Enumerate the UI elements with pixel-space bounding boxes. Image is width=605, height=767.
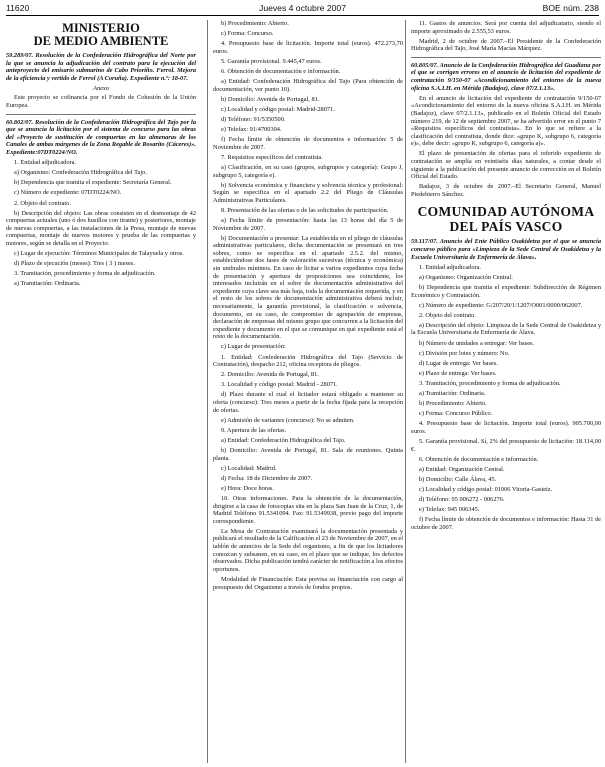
notice-body <box>411 20 601 53</box>
notice-body <box>213 20 403 591</box>
paragraph: a) Entidad: Confederación Hidrográfica del Tajo. <box>221 436 346 444</box>
paragraph: a) Clasificación, en su caso (grupos, subgrupos y categoría): Grupo J, subgrupo 5, categoría e). <box>213 163 403 179</box>
paragraph: 3. Tramitación, procedimiento y forma de adjudicación. <box>14 270 156 278</box>
paragraph: c) Forma: Concurso Público. <box>419 410 493 418</box>
paragraph: b) Dependencia que tramita el expediente: Subdirección de Régimen Económico y Contratación. <box>411 283 601 299</box>
paragraph: 7. Requisitos específicos del contratista. <box>221 153 323 161</box>
paragraph: b) Descripción del objeto: Las obras consisten en el desmontaje de 42 compuertas actuales (uno ó dos husillos con tirante) y posteriores, montaje de nuevas compuertas, a las instalaciones de la Presa, montaje de nuevas compuertas, montaje de nuevos motores y prueba de las compuertas y motores, según se detalla en el Proyecto. <box>6 209 196 247</box>
column-divider <box>207 20 208 763</box>
paragraph: 1. Entidad adjudicadora. <box>14 159 77 167</box>
section-title-ministerio: MINISTERIO DE MEDIO AMBIENTE <box>33 21 169 48</box>
paragraph: b) Procedimiento: Abierto. <box>221 20 289 27</box>
paragraph: e) Hora: Doce horas. <box>221 484 274 492</box>
paragraph: a) Organismo: Organización Central. <box>419 273 513 281</box>
notice-body <box>6 159 196 288</box>
paragraph: f) Fecha límite de obtención de documentos e información: 5 de Noviembre de 2007. <box>213 136 403 151</box>
paragraph: b) Domicilio: Avenida de Portugal, 81. Sala de reuniones. Quinta planta. <box>213 447 403 462</box>
paragraph: 4. Presupuesto base de licitación. Importe total (euros). 472.273,70 euros. <box>213 40 403 55</box>
paragraph: 1. Entidad: Confederación Hidrográfica del Tajo (Servicio de Contratación), despacho 212, oficina receptora de pliegos. <box>213 353 403 369</box>
paragraph: e) Telefax: 945 006345. <box>419 506 480 514</box>
paragraph: c) Número de expediente: G/207/20/1/1207/O001/0000/062007. <box>419 301 583 309</box>
paragraph: a) Tramitación: Ordinaria. <box>14 280 81 288</box>
paragraph: a) Entidad: Organización Central. <box>419 465 505 473</box>
divider <box>6 114 196 115</box>
paragraph: c) Número de expediente: 07DT0224/NO. <box>14 189 122 197</box>
paragraph: a) Entidad: Confederación Hidrográfica del Tajo (Para obtención de documentación, ver punto 10). <box>213 78 403 93</box>
paragraph: e) Plazo de entrega: Ver bases. <box>419 369 497 377</box>
paragraph: d) Fecha: 18 de Diciembre de 2007. <box>221 474 313 482</box>
bulletin-number: BOE núm. 238 <box>542 3 599 13</box>
page-header <box>6 3 599 16</box>
paragraph: 5. Garantía provisional. 9.445,47 euros. <box>221 57 322 65</box>
paragraph: 3. Localidad y código postal: Madrid - 28071. <box>221 381 338 389</box>
paragraph: 10. Otras informaciones. Para la obtención de la documentación, dirigirse a la casa de fotocopias sita en la plaza San Juan de la Cruz, 1, de Madrid Teléfono 91.5341094. Fax: 91.5349938, previo pago del importe correspondiente. <box>213 494 403 525</box>
paragraph: c) Localidad y código postal: 01006 Vitoria-Gasteiz. <box>419 485 553 493</box>
paragraph: d) Plazo de ejecución (meses): Tres ( 3 ) meses. <box>14 260 135 268</box>
paragraph: 8. Presentación de las ofertas o de las solicitudes de participación. <box>221 206 389 214</box>
paragraph: a) Fecha límite de presentación: hasta las 13 horas del día 5 de Noviembre de 2007. <box>213 216 403 232</box>
notice-title: 59.117/07. Anuncio del Ente Público Osakidetza por el que se anuncia concurso público para «Limpieza de la Sede Central de Osakidetza y la Escuela Universitaria de Enfermería de Álava». <box>411 238 601 261</box>
paragraph: b) Número de unidades a entregar: Ver bases. <box>419 339 535 347</box>
paragraph: 2. Domicilio: Avenida de Portugal, 81. <box>221 371 319 379</box>
paragraph: e) Admisión de variantes (concurso): No se admiten. <box>221 416 355 424</box>
paragraph: b) Solvencia económica y financiera y solvencia técnica y profesional: Según se especifica en el apartado 2.2 del Pliego de Cláusulas Administrativas Particulares. <box>213 181 403 204</box>
paragraph: En el anuncio de licitación del expediente de contratación 9/150-07 «Acondicionamiento del entorno de la nueva oficina S.A.I.H. en Mérida (Badajoz), clave 07/2.1.13», publicado en el Boletín Oficial del Estado número 219, de 12 de septiembre 2007, se ha advertido error en el punto 7 «Requisitos específicos del contratista». En lo que se refiere a la clasificación del contratista, donde dice: «grupo K, subgrupo 6, categoría e)», debe decir: «grupo K, subgrupo 6, categoría a)». <box>411 94 601 148</box>
paragraph: d) Plazo durante el cual el licitador estará obligado a mantener su oferta (concurso): Tres meses a partir de la fecha fijada para la recepción de ofertas. <box>213 391 403 414</box>
paragraph: c) Lugar de ejecución: Términos Municipales de Talayuela y otros. <box>14 250 184 258</box>
paragraph: 2. Objeto del contrato. <box>14 199 71 207</box>
page-date: Jueves 4 octubre 2007 <box>259 3 346 13</box>
paragraph: a) Tramitación: Ordinaria. <box>419 389 486 397</box>
paragraph: 2. Objeto del contrato. <box>419 311 476 319</box>
paragraph: 6. Obtención de documentación e información. <box>419 455 539 463</box>
notice-title: 60.805/07. Anuncio de la Confederación Hidrográfica del Guadiana por el que se corrigen errores en el anuncio de licitación del expediente de contratación 9/150-07 «Acondicionamiento del entorno de la nueva oficina S.A.I.H. en Mérida (Badajoz), clave 07/2.1.13». <box>411 61 601 92</box>
paragraph: Badajoz, 3 de octubre de 2007.–El Secretario General, Manuel Piedehierro Sánchez. <box>411 183 601 198</box>
paragraph: 5. Garantía provisional. Sí, 2% del presupuesto de licitación: 18.114,00 €. <box>411 437 601 453</box>
notice-body <box>411 95 601 199</box>
paragraph: c) Localidad: Madrid. <box>221 464 277 472</box>
paragraph: c) Forma: Concurso. <box>221 30 274 38</box>
anexo-text: Este proyecto se cofinancia por el Fondo de Cohesión de la Unión Europea. <box>6 94 196 110</box>
paragraph: La Mesa de Contratación examinará la documentación presentada y publicará el resultado de la Calificación el 23 de Noviembre de 2007, en el tablón de anuncios de la Sede del organismo, a fin de que los licitadores conozcan y subsanen, en su caso, en el plazo que se indique, los defectos observados. Dicha publicación tendrá carácter de notificación a los efectos oportunos. <box>213 527 403 573</box>
paragraph: 1. Entidad adjudicadora. <box>419 263 482 271</box>
notice-body <box>411 264 601 532</box>
paragraph: 4. Presupuesto base de licitación. Importe total (euros). 905.700,00 euros. <box>411 420 601 435</box>
paragraph: a) Descripción del objeto: Limpieza de la Sede Central de Osakidetza y la Escuela Universitaria de Enfermería de Álava. <box>411 321 601 337</box>
column-divider <box>405 20 406 763</box>
paragraph: b) Dependencia que tramita el expediente: Secretaría General. <box>14 179 172 187</box>
notice-title: 59.289/07. Resolución de la Confederación Hidrográfica del Norte por la que se anuncia la adjudicación del contrato para la ejecución del anteproyecto del emisario submarino de Cabo Prioriño. Ferrol. Mejora de la eficiencia y vertido de Ferrol (A Coruña). Expediente n.º: 18-07. <box>6 52 196 82</box>
paragraph: Modalidad de Financiación: Esta previsa su financiación con cargo al presupuesto del Organismo a través de fondos propios. <box>213 575 403 591</box>
section-title-pais-vasco: COMUNIDAD AUTÓNOMA DEL PAÍS VASCO <box>417 204 595 235</box>
paragraph: c) División por lotes y número: No. <box>419 349 510 357</box>
paragraph: 6. Obtención de documentación e información. <box>221 67 341 75</box>
paragraph: d) Teléfono: 91/5350500. <box>221 115 286 123</box>
paragraph: b) Documentación a presentar: La establecida en el pliego de cláusulas administrativas particulares, dicha documentación se presentará en tres sobres, como se especifica en el apartado 2.5.2. del mismo, estableciéndose dos fases de valoración sucesivas (técnica y económica) sin umbrales mínimos. En caso de licitar a varios expedientes cuya fecha de presentación y apertura de proposiciones sea coincidente, los interesados incluirán en el sobre de documentación administrativa del expediente cuya clave sea más baja, toda la documentación requerida, y en el resto de los sobres de documentación administrativa deberá incluir, necesariamente, la garantía provisional, la clasificación o solvencia, documento, en su caso, de compromiso de agrupación de empresas, declaración de empresas del mismo grupo que concurren a la licitación del expediente y documento en el que se comunique en qué expediente está el resto de la documentación. <box>213 234 403 341</box>
paragraph: f) Fecha límite de obtención de documentos e información: Hasta 31 de octubre de 2007. <box>411 516 601 531</box>
divider <box>411 57 601 58</box>
paragraph: d) Lugar de entrega: Ver bases. <box>419 359 498 367</box>
paragraph: 11. Gastos de anuncios. Será por cuenta del adjudicatario, siendo el importe aproximado de 2.555,53 euros. <box>411 20 601 35</box>
paragraph: a) Organismo: Confederación Hidrográfica del Tajo. <box>14 169 147 177</box>
paragraph: c) Localidad y código postal: Madrid-28071. <box>221 105 335 113</box>
column-3 <box>411 20 601 534</box>
paragraph: c) Lugar de presentación: <box>221 343 286 351</box>
page-number: 11620 <box>6 3 30 13</box>
paragraph: b) Domicilio: Avenida de Portugal, 81. <box>221 95 320 103</box>
paragraph: 3. Tramitación, procedimiento y forma de adjudicación. <box>419 379 561 387</box>
paragraph: El plazo de presentación de ofertas para el referido expediente de contratación se amplía en veintiséis días naturales, a contar desde el siguiente a la publicación del presente anuncio de corrección en el Boletín Oficial del Estado. <box>411 150 601 181</box>
column-2 <box>213 20 403 594</box>
anexo-title: Anexo <box>93 84 109 92</box>
paragraph: b) Domicilio: Calle Álava, 45. <box>419 475 497 483</box>
notice-title: 60.802/07. Resolución de la Confederación Hidrográfica del Tajo por la que se anuncia la licitación por el sistema de concurso para las obras del «Proyecto de sustitución de compuertas en las almenaras de los Canales de ambas márgenes de la Zona Regable de Rosarito (Cáceres)». Expediente:07DT0224/NO. <box>6 118 196 157</box>
paragraph: e) Telefax: 91/4700304. <box>221 126 282 134</box>
paragraph: d) Teléfono: 95 006272 - 006276. <box>419 496 505 503</box>
paragraph: b) Procedimiento: Abierto. <box>419 400 487 408</box>
column-1 <box>6 20 196 290</box>
paragraph: Madrid, 2 de octubre de 2007.–El Presidente de la Confederación Hidrográfica del Tajo, José María Macías Márquez. <box>411 37 601 53</box>
paragraph: 9. Apertura de las ofertas. <box>221 426 287 434</box>
